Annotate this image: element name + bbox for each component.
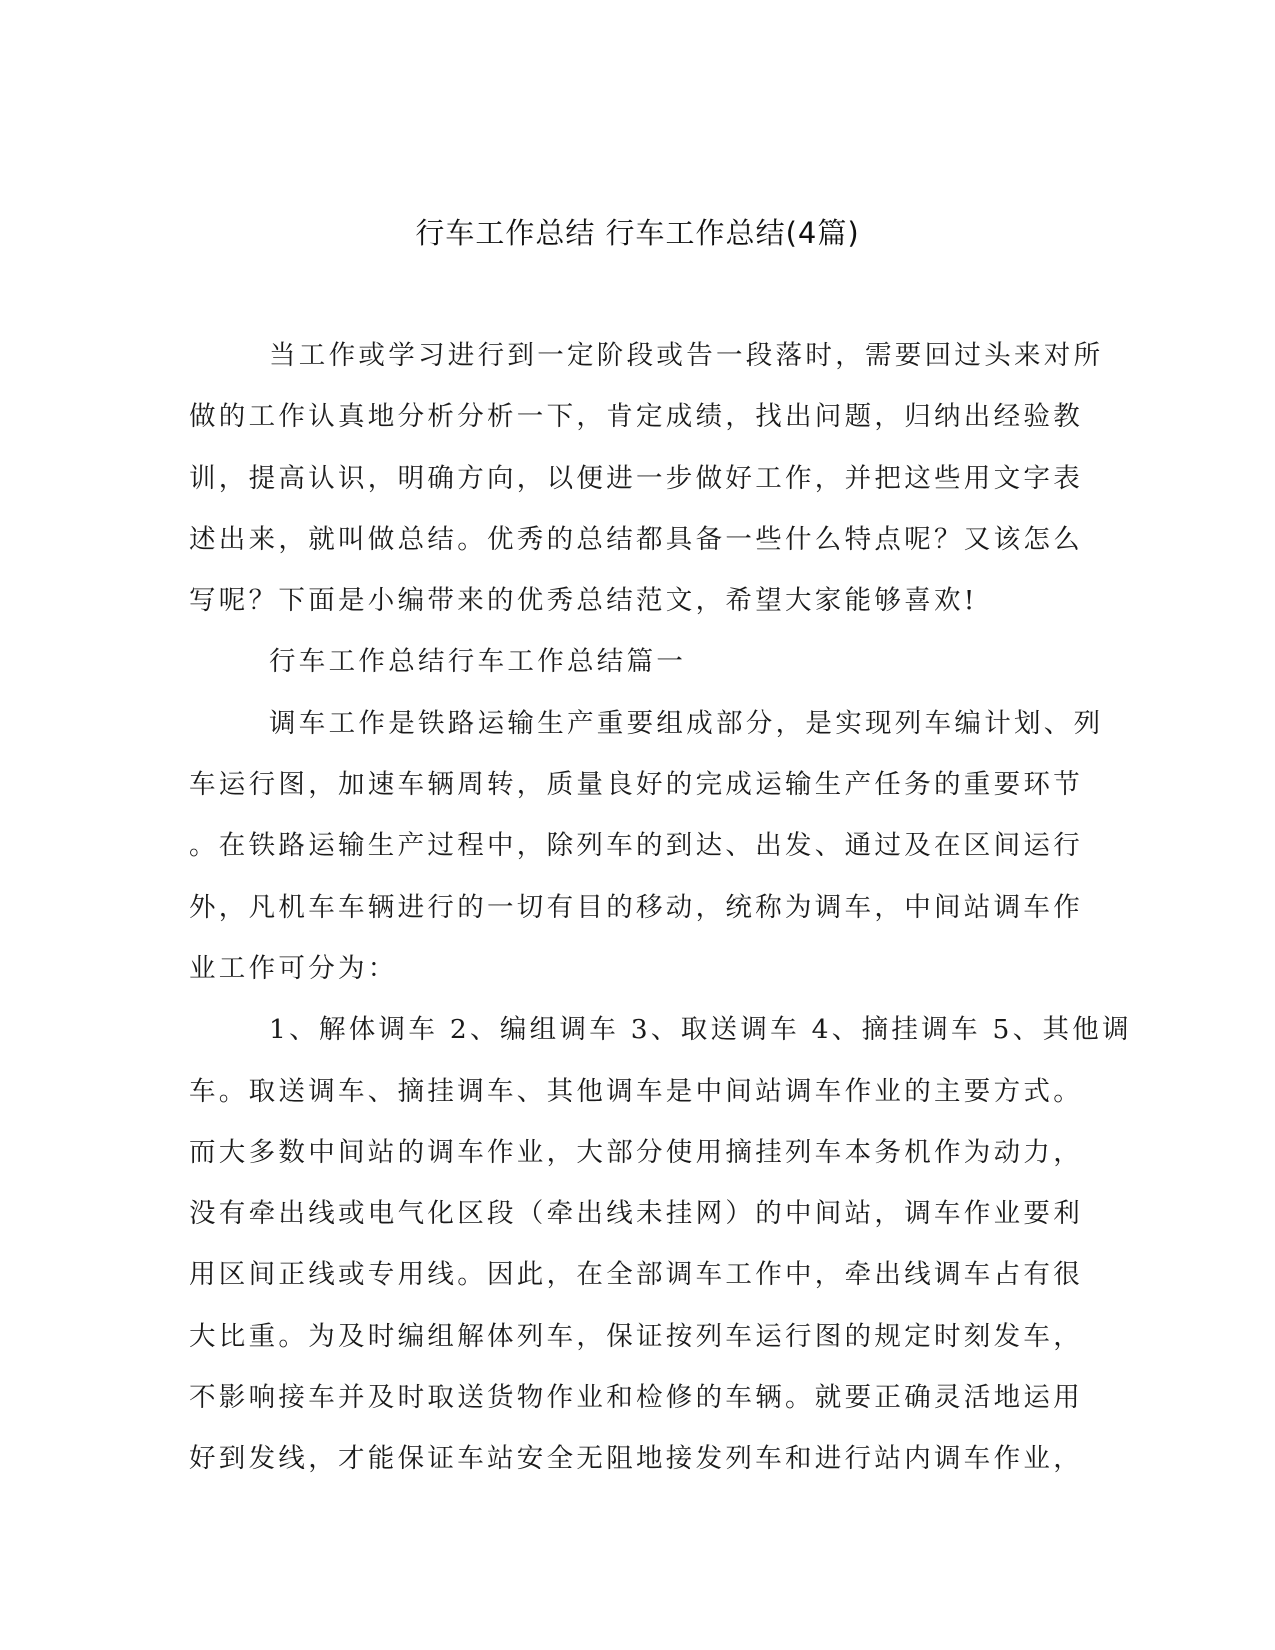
document-title: 行车工作总结 行车工作总结(4篇) [415,216,860,250]
body-paragraph [189,999,1132,1489]
text-line: 。在铁路运输生产过程中，除列车的到达、出发、通过及在区间运行 [189,830,1083,862]
intro-paragraph [189,325,1104,631]
text-line: 调车工作是铁路运输生产重要组成部分，是实现列车编计划、列 [269,707,1104,739]
text-line: 训，提高认识，明确方向，以便进一步做好工作，并把这些用文字表 [189,462,1083,494]
section-heading [189,631,1081,692]
text-line: 1、解体调车 2、编组调车 3、取送调车 4、摘挂调车 5、其他调 [269,1014,1132,1046]
text-line: 业工作可分为： [189,952,398,984]
text-line: 车。取送调车、摘挂调车、其他调车是中间站调车作业的主要方式。 [189,1075,1083,1107]
text-line: 没有牵出线或电气化区段（牵出线未挂网）的中间站，调车作业要利 [189,1198,1083,1230]
text-line: 车运行图，加速车辆周转，质量良好的完成运输生产任务的重要环节 [189,769,1083,801]
text-line: 用区间正线或专用线。因此，在全部调车工作中，牵出线调车占有很 [189,1259,1083,1291]
text-line: 做的工作认真地分析分析一下，肯定成绩，找出问题，归纳出经验教 [189,401,1083,433]
text-line: 写呢？下面是小编带来的优秀总结范文，希望大家能够喜欢! [189,585,978,617]
document-body [189,325,1132,1490]
text-line: 述出来，就叫做总结。优秀的总结都具备一些什么特点呢？又该怎么 [189,523,1083,555]
body-paragraph [189,693,1104,999]
text-line: 大比重。为及时编组解体列车，保证按列车运行图的规定时刻发车， [189,1320,1083,1352]
text-line: 外，凡机车车辆进行的一切有目的移动，统称为调车，中间站调车作 [189,891,1083,923]
text-line: 行车工作总结行车工作总结篇一 [269,646,687,678]
text-line: 好到发线，才能保证车站安全无阻地接发列车和进行站内调车作业， [189,1443,1083,1475]
text-line: 而大多数中间站的调车作业，大部分使用摘挂列车本务机作为动力， [189,1136,1083,1168]
text-line: 不影响接车并及时取送货物作业和检修的车辆。就要正确灵活地运用 [189,1382,1083,1414]
text-line: 当工作或学习进行到一定阶段或告一段落时，需要回过头来对所 [269,340,1104,371]
